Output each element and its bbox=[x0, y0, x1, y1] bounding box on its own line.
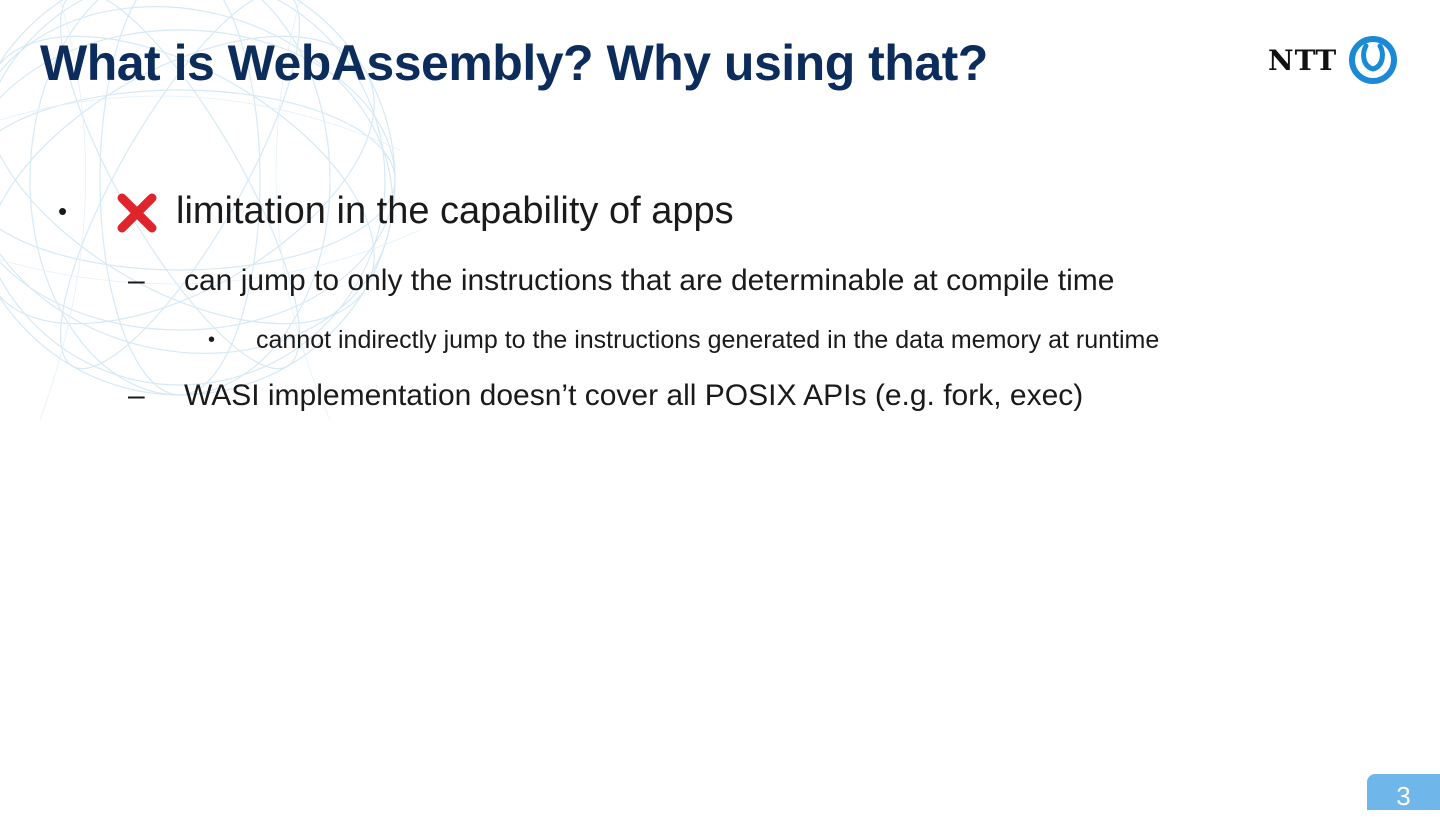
dash-marker: – bbox=[128, 379, 145, 412]
page-number-badge: 3 bbox=[1367, 774, 1440, 810]
logo-text: NTT bbox=[1268, 43, 1338, 77]
ntt-logo bbox=[1268, 34, 1397, 86]
bullet-text: WASI implementation doesn’t cover all POSIX APIs (e.g. fork, exec) bbox=[184, 379, 1084, 412]
bullet-text: cannot indirectly jump to the instructions generated in the data memory at runtime bbox=[256, 326, 1160, 354]
dash-marker: – bbox=[128, 264, 145, 297]
bullet-text: can jump to only the instructions that are determinable at compile time bbox=[184, 264, 1115, 297]
bullet-marker: • bbox=[58, 196, 68, 226]
ntt-logo-icon bbox=[1349, 36, 1397, 84]
bullet-marker: • bbox=[208, 329, 216, 351]
cross-mark-icon bbox=[114, 190, 160, 236]
slide-title: What is WebAssembly? Why using that? bbox=[40, 35, 988, 91]
bullet-text: limitation in the capability of apps bbox=[176, 190, 734, 232]
